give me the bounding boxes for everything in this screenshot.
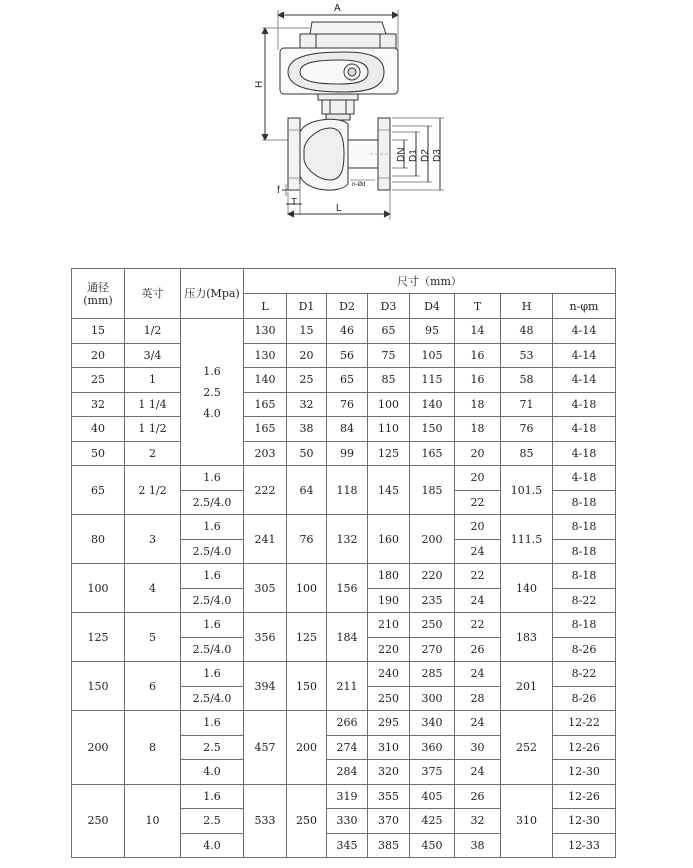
cell-t: 16 bbox=[455, 343, 501, 368]
table-row bbox=[72, 784, 616, 809]
table-row bbox=[72, 466, 616, 491]
cell-d4: 360 bbox=[410, 735, 455, 760]
cell-d3: 125 bbox=[368, 441, 410, 466]
cell-h: 58 bbox=[501, 368, 553, 393]
cell-d2: 99 bbox=[327, 441, 368, 466]
subheader-t: T bbox=[455, 294, 501, 319]
cell-d3: 295 bbox=[368, 711, 410, 736]
table-row bbox=[72, 564, 616, 589]
cell-d2: 65 bbox=[327, 368, 368, 393]
cell-inch: 3/4 bbox=[125, 343, 181, 368]
cell-d2: 211 bbox=[327, 662, 368, 711]
cell-holes: 4-18 bbox=[553, 417, 616, 442]
cell-dn: 150 bbox=[72, 662, 125, 711]
cell-dn: 80 bbox=[72, 515, 125, 564]
cell-t: 20 bbox=[455, 441, 501, 466]
cell-d1: 25 bbox=[287, 368, 327, 393]
cell-t: 16 bbox=[455, 368, 501, 393]
header-bore-label: 通径 bbox=[87, 280, 109, 294]
table-row bbox=[72, 441, 616, 466]
cell-d4: 200 bbox=[410, 515, 455, 564]
header-pressure: 压力(Mpa) bbox=[181, 269, 244, 319]
cell-d2: 345 bbox=[327, 833, 368, 858]
cell-dn: 25 bbox=[72, 368, 125, 393]
cell-d1: 150 bbox=[287, 662, 327, 711]
cell-h: 111.5 bbox=[501, 515, 553, 564]
cell-h: 48 bbox=[501, 319, 553, 344]
cell-d1: 20 bbox=[287, 343, 327, 368]
subheader-l: L bbox=[244, 294, 287, 319]
cell-d1: 38 bbox=[287, 417, 327, 442]
cell-pressure: 2.5 bbox=[181, 735, 244, 760]
subheader-d3: D3 bbox=[368, 294, 410, 319]
dim-label-dn: DN bbox=[396, 147, 407, 162]
cell-pressure: 1.6 bbox=[181, 662, 244, 687]
cell-pressure: 4.0 bbox=[181, 760, 244, 785]
dim-label-bolt-holes: n-Ød bbox=[352, 182, 366, 188]
cell-holes: 4-14 bbox=[553, 343, 616, 368]
cell-d1: 125 bbox=[287, 613, 327, 662]
cell-holes: 12-26 bbox=[553, 784, 616, 809]
cell-d1: 100 bbox=[287, 564, 327, 613]
cell-t: 20 bbox=[455, 466, 501, 491]
pressure-value: 2.5 bbox=[203, 385, 221, 399]
cell-d4: 340 bbox=[410, 711, 455, 736]
cell-holes: 4-14 bbox=[553, 368, 616, 393]
table-row bbox=[72, 662, 616, 687]
cell-d3: 145 bbox=[368, 466, 410, 515]
cell-t: 26 bbox=[455, 637, 501, 662]
cell-d1: 76 bbox=[287, 515, 327, 564]
valve-drawing bbox=[0, 0, 693, 262]
cell-pressure: 4.0 bbox=[181, 833, 244, 858]
cell-pressure: 1.6 bbox=[181, 711, 244, 736]
cell-d4: 250 bbox=[410, 613, 455, 638]
cell-d4: 425 bbox=[410, 809, 455, 834]
cell-d4: 235 bbox=[410, 588, 455, 613]
cell-l: 165 bbox=[244, 417, 287, 442]
cell-t: 18 bbox=[455, 417, 501, 442]
pressure-value: 4.0 bbox=[203, 406, 221, 420]
cell-pressure-small bbox=[181, 319, 244, 466]
cell-t: 22 bbox=[455, 564, 501, 589]
dim-label-l: L bbox=[336, 203, 342, 214]
cell-d3: 355 bbox=[368, 784, 410, 809]
dim-label-d2: D2 bbox=[420, 149, 431, 162]
cell-dn: 50 bbox=[72, 441, 125, 466]
cell-holes: 12-30 bbox=[553, 809, 616, 834]
cell-h: 201 bbox=[501, 662, 553, 711]
cell-d3: 110 bbox=[368, 417, 410, 442]
cell-d2: 284 bbox=[327, 760, 368, 785]
cell-holes: 8-18 bbox=[553, 539, 616, 564]
cell-d2: 76 bbox=[327, 392, 368, 417]
cell-t: 14 bbox=[455, 319, 501, 344]
cell-d2: 266 bbox=[327, 711, 368, 736]
cell-d1: 64 bbox=[287, 466, 327, 515]
cell-holes: 4-14 bbox=[553, 319, 616, 344]
cell-dn: 65 bbox=[72, 466, 125, 515]
dim-label-h: H bbox=[254, 80, 265, 88]
cell-pressure: 2.5/4.0 bbox=[181, 588, 244, 613]
cell-inch: 1/2 bbox=[125, 319, 181, 344]
cell-pressure: 2.5/4.0 bbox=[181, 686, 244, 711]
cell-holes: 8-26 bbox=[553, 637, 616, 662]
cell-dn: 100 bbox=[72, 564, 125, 613]
cell-d1: 250 bbox=[287, 784, 327, 858]
dim-label-t: T bbox=[291, 197, 298, 208]
cell-dn: 40 bbox=[72, 417, 125, 442]
cell-d4: 115 bbox=[410, 368, 455, 393]
cell-holes: 8-22 bbox=[553, 662, 616, 687]
subheader-h: H bbox=[501, 294, 553, 319]
cell-h: 310 bbox=[501, 784, 553, 858]
cell-d4: 375 bbox=[410, 760, 455, 785]
dim-label-d1: D1 bbox=[408, 149, 419, 162]
cell-t: 24 bbox=[455, 588, 501, 613]
cell-d3: 180 bbox=[368, 564, 410, 589]
cell-d3: 190 bbox=[368, 588, 410, 613]
cell-pressure: 2.5/4.0 bbox=[181, 637, 244, 662]
cell-h: 85 bbox=[501, 441, 553, 466]
table-row bbox=[72, 711, 616, 736]
cell-d2: 330 bbox=[327, 809, 368, 834]
cell-t: 20 bbox=[455, 515, 501, 540]
cell-t: 24 bbox=[455, 539, 501, 564]
cell-inch: 1 1/2 bbox=[125, 417, 181, 442]
cell-d1: 32 bbox=[287, 392, 327, 417]
cell-t: 22 bbox=[455, 613, 501, 638]
cell-d2: 56 bbox=[327, 343, 368, 368]
header-inch: 英寸 bbox=[125, 269, 181, 319]
cell-d4: 95 bbox=[410, 319, 455, 344]
table-row bbox=[72, 613, 616, 638]
cell-h: 71 bbox=[501, 392, 553, 417]
cell-holes: 4-18 bbox=[553, 441, 616, 466]
table-row bbox=[72, 343, 616, 368]
cell-l: 356 bbox=[244, 613, 287, 662]
cell-d3: 220 bbox=[368, 637, 410, 662]
cell-pressure: 2.5/4.0 bbox=[181, 539, 244, 564]
cell-d3: 85 bbox=[368, 368, 410, 393]
cell-t: 30 bbox=[455, 735, 501, 760]
cell-d3: 310 bbox=[368, 735, 410, 760]
cell-d4: 405 bbox=[410, 784, 455, 809]
cell-d2: 274 bbox=[327, 735, 368, 760]
cell-dn: 32 bbox=[72, 392, 125, 417]
cell-pressure: 1.6 bbox=[181, 564, 244, 589]
cell-d3: 320 bbox=[368, 760, 410, 785]
cell-inch: 2 1/2 bbox=[125, 466, 181, 515]
cell-l: 222 bbox=[244, 466, 287, 515]
cell-h: 101.5 bbox=[501, 466, 553, 515]
cell-inch: 1 bbox=[125, 368, 181, 393]
cell-holes: 12-22 bbox=[553, 711, 616, 736]
cell-l: 140 bbox=[244, 368, 287, 393]
cell-d4: 185 bbox=[410, 466, 455, 515]
cell-holes: 8-26 bbox=[553, 686, 616, 711]
cell-d1: 15 bbox=[287, 319, 327, 344]
cell-l: 457 bbox=[244, 711, 287, 785]
cell-d2: 319 bbox=[327, 784, 368, 809]
cell-d1: 50 bbox=[287, 441, 327, 466]
cell-d2: 84 bbox=[327, 417, 368, 442]
cell-dn: 15 bbox=[72, 319, 125, 344]
cell-d4: 150 bbox=[410, 417, 455, 442]
table-row bbox=[72, 319, 616, 344]
header-dimensions: 尺寸（mm） bbox=[244, 269, 616, 294]
cell-t: 24 bbox=[455, 711, 501, 736]
cell-h: 53 bbox=[501, 343, 553, 368]
cell-inch: 2 bbox=[125, 441, 181, 466]
cell-inch: 3 bbox=[125, 515, 181, 564]
cell-dn: 125 bbox=[72, 613, 125, 662]
cell-inch: 8 bbox=[125, 711, 181, 785]
cell-holes: 8-22 bbox=[553, 588, 616, 613]
cell-l: 203 bbox=[244, 441, 287, 466]
header-bore bbox=[72, 269, 125, 319]
cell-pressure: 1.6 bbox=[181, 466, 244, 491]
cell-t: 26 bbox=[455, 784, 501, 809]
cell-holes: 4-18 bbox=[553, 466, 616, 491]
table-row bbox=[72, 368, 616, 393]
table-row bbox=[72, 392, 616, 417]
cell-d4: 165 bbox=[410, 441, 455, 466]
cell-l: 305 bbox=[244, 564, 287, 613]
cell-t: 32 bbox=[455, 809, 501, 834]
cell-d4: 140 bbox=[410, 392, 455, 417]
cell-inch: 5 bbox=[125, 613, 181, 662]
cell-l: 130 bbox=[244, 343, 287, 368]
table-row bbox=[72, 417, 616, 442]
subheader-d1: D1 bbox=[287, 294, 327, 319]
cell-l: 130 bbox=[244, 319, 287, 344]
header-bore-unit: (mm) bbox=[83, 293, 113, 307]
cell-d3: 370 bbox=[368, 809, 410, 834]
subheader-holes: n-φm bbox=[553, 294, 616, 319]
subheader-d2: D2 bbox=[327, 294, 368, 319]
cell-l: 533 bbox=[244, 784, 287, 858]
dim-label-f: f bbox=[277, 185, 280, 196]
cell-holes: 4-18 bbox=[553, 392, 616, 417]
cell-holes: 12-30 bbox=[553, 760, 616, 785]
subheader-d4: D4 bbox=[410, 294, 455, 319]
cell-d4: 285 bbox=[410, 662, 455, 687]
cell-holes: 12-33 bbox=[553, 833, 616, 858]
cell-d2: 156 bbox=[327, 564, 368, 613]
cell-d4: 300 bbox=[410, 686, 455, 711]
cell-t: 22 bbox=[455, 490, 501, 515]
cell-holes: 8-18 bbox=[553, 515, 616, 540]
cell-holes: 8-18 bbox=[553, 564, 616, 589]
cell-d3: 385 bbox=[368, 833, 410, 858]
cell-d3: 160 bbox=[368, 515, 410, 564]
cell-d2: 46 bbox=[327, 319, 368, 344]
dim-label-a: A bbox=[334, 3, 341, 14]
cell-d1: 200 bbox=[287, 711, 327, 785]
cell-t: 38 bbox=[455, 833, 501, 858]
cell-l: 165 bbox=[244, 392, 287, 417]
cell-d3: 75 bbox=[368, 343, 410, 368]
cell-pressure: 2.5/4.0 bbox=[181, 490, 244, 515]
cell-dn: 20 bbox=[72, 343, 125, 368]
cell-holes: 8-18 bbox=[553, 613, 616, 638]
cell-pressure: 2.5 bbox=[181, 809, 244, 834]
table-row bbox=[72, 515, 616, 540]
cell-d2: 118 bbox=[327, 466, 368, 515]
cell-h: 76 bbox=[501, 417, 553, 442]
cell-holes: 8-18 bbox=[553, 490, 616, 515]
cell-h: 183 bbox=[501, 613, 553, 662]
cell-d3: 250 bbox=[368, 686, 410, 711]
cell-pressure: 1.6 bbox=[181, 613, 244, 638]
cell-l: 394 bbox=[244, 662, 287, 711]
cell-d4: 450 bbox=[410, 833, 455, 858]
cell-h: 252 bbox=[501, 711, 553, 785]
cell-d3: 65 bbox=[368, 319, 410, 344]
cell-dn: 250 bbox=[72, 784, 125, 858]
cell-d2: 132 bbox=[327, 515, 368, 564]
cell-pressure: 1.6 bbox=[181, 515, 244, 540]
cell-d4: 270 bbox=[410, 637, 455, 662]
spec-table bbox=[71, 268, 616, 858]
cell-h: 140 bbox=[501, 564, 553, 613]
cell-t: 28 bbox=[455, 686, 501, 711]
cell-t: 18 bbox=[455, 392, 501, 417]
cell-t: 24 bbox=[455, 662, 501, 687]
dim-label-d3: D3 bbox=[432, 149, 443, 162]
cell-d3: 210 bbox=[368, 613, 410, 638]
cell-d4: 105 bbox=[410, 343, 455, 368]
cell-d2: 184 bbox=[327, 613, 368, 662]
pressure-value: 1.6 bbox=[203, 364, 221, 378]
cell-d3: 100 bbox=[368, 392, 410, 417]
cell-holes: 12-26 bbox=[553, 735, 616, 760]
cell-inch: 4 bbox=[125, 564, 181, 613]
cell-inch: 1 1/4 bbox=[125, 392, 181, 417]
cell-pressure: 1.6 bbox=[181, 784, 244, 809]
cell-dn: 200 bbox=[72, 711, 125, 785]
cell-inch: 6 bbox=[125, 662, 181, 711]
cell-d3: 240 bbox=[368, 662, 410, 687]
cell-inch: 10 bbox=[125, 784, 181, 858]
cell-l: 241 bbox=[244, 515, 287, 564]
table-header-row bbox=[72, 269, 616, 294]
cell-t: 24 bbox=[455, 760, 501, 785]
cell-d4: 220 bbox=[410, 564, 455, 589]
